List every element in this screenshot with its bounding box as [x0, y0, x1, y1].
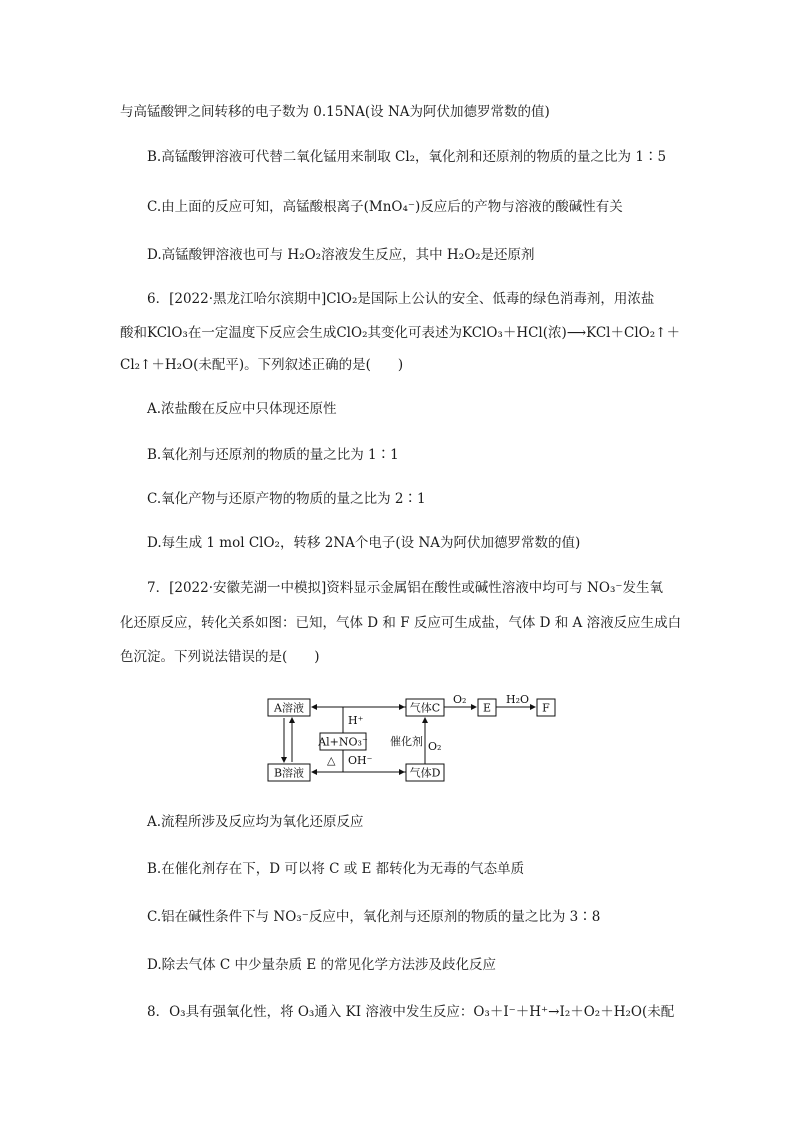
reaction-flow-diagram: [260, 690, 560, 790]
label-h2o: H₂O: [506, 693, 530, 706]
label-h-plus: H⁺: [348, 714, 364, 727]
question-7-option-d: D.除去气体 C 中少量杂质 E 的常见化学方法涉及歧化反应: [147, 957, 496, 973]
question-6-option-a: A.浓盐酸在反应中只体现还原性: [147, 401, 337, 417]
question-7-line-2: 化还原反应，转化关系如图：已知，气体 D 和 F 反应可生成盐，气体 D 和 A 溶液反应生成白: [120, 615, 682, 631]
label-o2-side: O₂: [428, 740, 442, 753]
question-6-line-3: Cl₂↑＋H₂O(未配平)。下列叙述正确的是( ): [120, 357, 404, 373]
question-7-option-a: A.流程所涉及反应均为氧化还原反应: [147, 814, 364, 830]
label-b-solution: B溶液: [273, 766, 305, 780]
label-f: F: [542, 701, 550, 715]
label-heat: △: [327, 754, 336, 767]
label-gas-c: 气体C: [409, 701, 441, 715]
label-oh-minus: OH⁻: [348, 754, 373, 767]
line-prev-option-tail: 与高锰酸钾之间转移的电子数为 0.15NA(设 NA为阿伏加德罗常数的值): [120, 104, 550, 120]
option-b: B.高锰酸钾溶液可代替二氧化锰用来制取 Cl₂，氧化剂和还原剂的物质的量之比为 1∶5: [147, 149, 667, 165]
question-7-line-1: 7．[2022·安徽芜湖一中模拟]资料显示金属铝在酸性或碱性溶液中均可与 NO₃⁻发生氧: [147, 580, 663, 596]
question-6-option-c: C.氧化产物与还原产物的物质的量之比为 2∶1: [147, 491, 426, 507]
question-6-option-d: D.每生成 1 mol ClO₂，转移 2NA个电子(设 NA为阿伏加德罗常数的值): [147, 535, 581, 551]
question-7-option-c: C.铝在碱性条件下与 NO₃⁻反应中，氧化剂与还原剂的物质的量之比为 3∶8: [147, 909, 601, 925]
label-al-no3: Al+NO₃⁻: [318, 735, 368, 749]
question-7-line-3: 色沉淀。下列说法错误的是( ): [120, 649, 320, 665]
question-6-option-b: B.氧化剂与还原剂的物质的量之比为 1∶1: [147, 447, 399, 463]
label-gas-d: 气体D: [409, 766, 441, 780]
label-a-solution: A溶液: [274, 701, 304, 715]
question-6-line-2: 酸和KClO₃在一定温度下反应会生成ClO₂其变化可表述为KClO₃＋HCl(浓)⟶KCl＋ClO₂↑＋: [120, 325, 680, 341]
label-o2-top: O₂: [453, 693, 467, 706]
option-d: D.高锰酸钾溶液也可与 H₂O₂溶液发生反应，其中 H₂O₂是还原剂: [147, 247, 535, 263]
question-6-line-1: 6．[2022·黑龙江哈尔滨期中]ClO₂是国际上公认的安全、低毒的绿色消毒剂，用浓盐: [147, 291, 655, 307]
label-catalyst: 催化剂: [390, 735, 423, 748]
label-e: E: [482, 701, 492, 715]
option-c: C.由上面的反应可知，高锰酸根离子(MnO₄⁻)反应后的产物与溶液的酸碱性有关: [147, 199, 623, 215]
question-8-line-1: 8．O₃具有强氧化性，将 O₃通入 KI 溶液中发生反应：O₃＋I⁻＋H⁺→I₂＋O₂＋H₂O(未配: [147, 1004, 675, 1020]
question-7-option-b: B.在催化剂存在下，D 可以将 C 或 E 都转化为无毒的气态单质: [147, 861, 525, 877]
